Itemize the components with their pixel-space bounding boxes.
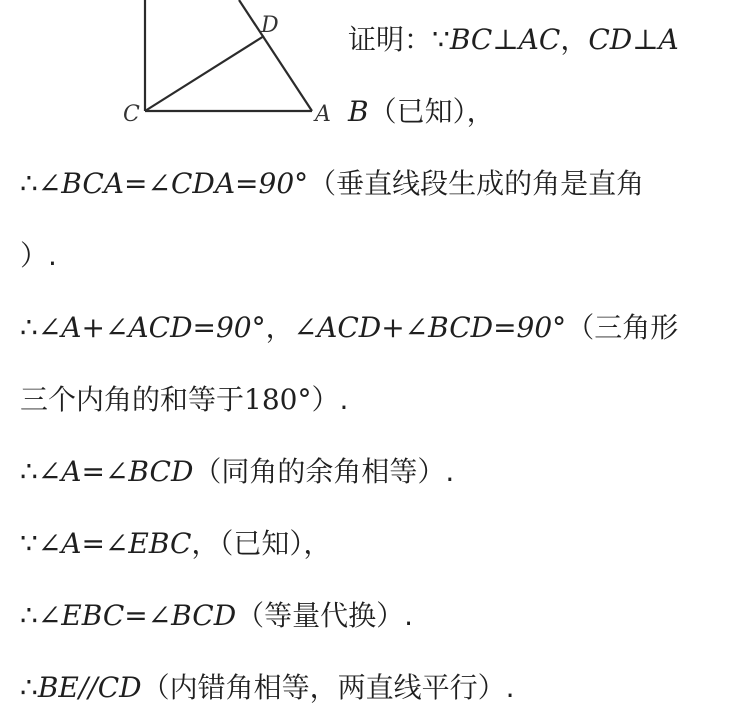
label-c: C <box>123 102 140 127</box>
proof-line-3 <box>20 166 740 202</box>
proof-text: （同角的余角相等）. <box>193 455 455 488</box>
therefore-symbol: ∴ <box>20 455 38 488</box>
proof-line-2 <box>348 94 740 130</box>
proof-text: （垂直线段生成的角是直角 <box>308 167 645 200</box>
proof-line-9 <box>20 598 740 634</box>
punctuation: ， <box>265 311 294 344</box>
math-expression: BE//CD <box>37 671 142 704</box>
math-expression: CD⊥A <box>588 23 679 56</box>
proof-text: 三个内角的和等于 <box>20 383 245 416</box>
math-expression: ∠A=∠EBC <box>37 527 192 560</box>
therefore-symbol: ∴ <box>20 311 38 344</box>
proof-text: 证明：∵ <box>348 23 450 56</box>
math-expression: BC⊥AC <box>449 23 561 56</box>
math-expression: ∠A=∠BCD <box>37 455 194 488</box>
therefore-symbol: ∴ <box>20 671 38 704</box>
math-expression: ∠EBC=∠BCD <box>37 599 237 632</box>
number: 180° <box>244 383 312 416</box>
proof-line-10 <box>20 670 740 706</box>
segment-cd <box>145 36 264 111</box>
proof-line-4 <box>20 238 740 274</box>
proof-line-8 <box>20 526 740 562</box>
therefore-symbol: ∴ <box>20 599 38 632</box>
label-a: A <box>315 102 331 127</box>
proof-text: ，（已知）， <box>191 527 332 560</box>
geometry-figure <box>20 0 346 136</box>
proof-text: ）. <box>311 383 349 416</box>
triangle-diagram <box>20 0 346 136</box>
proof-line-6 <box>20 382 740 418</box>
math-expression: ∠ACD+∠BCD=90° <box>293 311 567 344</box>
math-expression: ∠A+∠ACD=90° <box>37 311 266 344</box>
math-expression: ∠BCA=∠CDA=90° <box>37 167 309 200</box>
proof-line-7 <box>20 454 740 490</box>
therefore-symbol: ∴ <box>20 167 38 200</box>
proof-text: （内错角相等，两直线平行）. <box>141 671 515 704</box>
label-d: D <box>261 13 279 38</box>
proof-text: ）. <box>20 239 57 272</box>
proof-line-5 <box>20 310 740 346</box>
proof-line-1 <box>348 22 740 58</box>
proof-text: （三角形 <box>566 311 679 344</box>
math-expression: B <box>348 95 369 128</box>
because-symbol: ∵ <box>20 527 38 560</box>
proof-text: （已知）， <box>368 95 495 128</box>
proof-text: （等量代换）. <box>236 599 414 632</box>
punctuation: ， <box>560 23 589 56</box>
